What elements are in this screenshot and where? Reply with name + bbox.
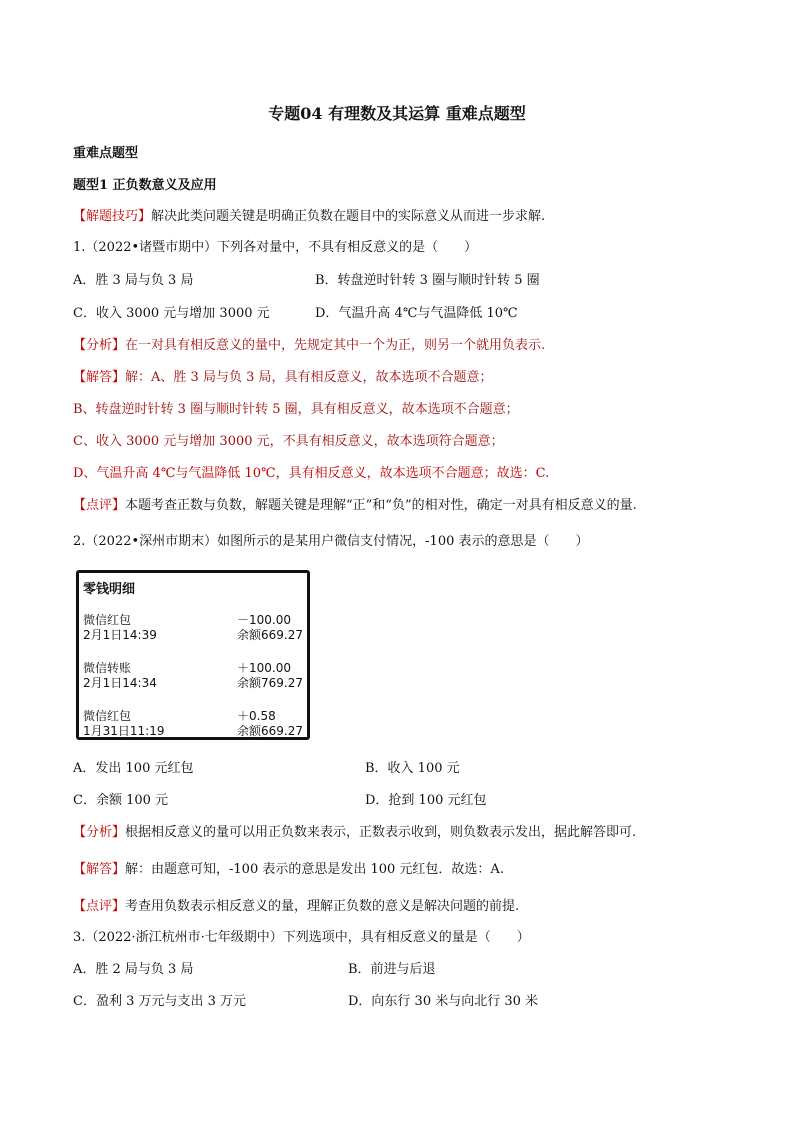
wallet-entry-3-amount: ＋0.58 bbox=[237, 709, 276, 723]
wallet-entry-2-time: 2月1日14:34 bbox=[83, 676, 157, 690]
q2-comment-text: 考查用负数表示相反意义的量，理解正负数的意义是解决问题的前提. bbox=[125, 899, 520, 914]
q1-comment-text: 本题考查正数与负数，解题关键是理解“正”和“负”的相对性，确定一对具有相反意义的量. bbox=[125, 498, 637, 513]
wallet-entry-1-time: 2月1日14:39 bbox=[83, 628, 157, 642]
q3-option-c: C．盈利 3 万元与支出 3 万元 bbox=[73, 994, 247, 1009]
q1-answer-tag: 【解答】 bbox=[73, 370, 126, 385]
wallet-entry-1-amount: －100.00 bbox=[237, 613, 291, 627]
page-title: 专题04 有理数及其运算 重难点题型 bbox=[268, 104, 526, 123]
q1-stem: 1.（2022•诸暨市期中）下列各对量中，不具有相反意义的是（ ） bbox=[73, 240, 478, 255]
q2-option-b: B．收入 100 元 bbox=[365, 761, 460, 776]
q1-answer-line-2: B、转盘逆时针转 3 圈与顺时针转 5 圈，具有相反意义，故本选项不合题意； bbox=[73, 402, 519, 417]
q1-option-c: C．收入 3000 元与增加 3000 元 bbox=[73, 306, 270, 321]
wallet-detail-figure bbox=[76, 570, 310, 740]
q1-analysis-tag: 【分析】 bbox=[73, 338, 126, 353]
tip-tag: 【解题技巧】 bbox=[73, 209, 152, 224]
q1-answer-line-4: D、气温升高 4℃与气温降低 10℃，具有相反意义，故本选项不合题意；故选：C. bbox=[73, 466, 550, 481]
q3-option-d: D．向东行 30 米与向北行 30 米 bbox=[348, 994, 539, 1009]
q2-answer-text: 解：由题意可知，-100 表示的意思是发出 100 元红包．故选：A. bbox=[125, 862, 504, 877]
wallet-title: 零钱明细 bbox=[83, 582, 136, 597]
q2-analysis bbox=[73, 825, 636, 841]
q1-answer-line-3: C、收入 3000 元与增加 3000 元，不具有相反意义，故本选项符合题意； bbox=[73, 434, 504, 449]
type1-heading: 题型1 正负数意义及应用 bbox=[73, 178, 217, 193]
wallet-entry-1-name: 微信红包 bbox=[83, 613, 132, 627]
q2-analysis-tag: 【分析】 bbox=[73, 825, 126, 840]
q2-answer bbox=[73, 862, 504, 878]
q1-comment-tag: 【点评】 bbox=[73, 498, 126, 513]
wallet-entry-3-balance: 余额669.27 bbox=[237, 724, 303, 738]
wallet-entry-2-amount: ＋100.00 bbox=[237, 661, 291, 675]
wallet-entry-3-time: 1月31日11:19 bbox=[83, 724, 165, 738]
wallet-entry-2-balance: 余额769.27 bbox=[237, 676, 303, 690]
q1-analysis-text: 在一对具有相反意义的量中，先规定其中一个为正，则另一个就用负表示. bbox=[125, 338, 546, 353]
q1-answer-text-1: 解：A、胜 3 局与负 3 局，具有相反意义，故本选项不合题意； bbox=[125, 370, 493, 385]
tip-text: 解决此类问题关键是明确正负数在题目中的实际意义从而进一步求解. bbox=[151, 209, 546, 224]
q1-option-d: D．气温升高 4℃与气温降低 10℃ bbox=[315, 306, 518, 321]
wallet-entry-1-balance: 余额669.27 bbox=[237, 628, 303, 642]
section-heading: 重难点题型 bbox=[73, 146, 139, 161]
q2-comment-tag: 【点评】 bbox=[73, 899, 126, 914]
q2-analysis-text: 根据相反意义的量可以用正负数来表示，正数表示收到，则负数表示发出，据此解答即可. bbox=[125, 825, 637, 840]
q1-option-b: B．转盘逆时针转 3 圈与顺时针转 5 圈 bbox=[315, 273, 540, 288]
q2-comment bbox=[73, 899, 519, 915]
q1-answer-line-1 bbox=[73, 370, 492, 386]
tip-line bbox=[73, 209, 545, 225]
q3-option-b: B．前进与后退 bbox=[348, 962, 436, 977]
q1-comment bbox=[73, 498, 637, 514]
q2-answer-tag: 【解答】 bbox=[73, 862, 126, 877]
q2-option-d: D．抢到 100 元红包 bbox=[365, 793, 487, 808]
q3-stem: 3.（2022·浙江杭州市·七年级期中）下列选项中，具有相反意义的量是（ ） bbox=[73, 930, 530, 945]
q2-option-a: A．发出 100 元红包 bbox=[73, 761, 194, 776]
q1-analysis bbox=[73, 338, 545, 354]
q1-option-a: A．胜 3 局与负 3 局 bbox=[73, 273, 194, 288]
q2-stem: 2.（2022•深州市期末）如图所示的是某用户微信支付情况，-100 表示的意思是（ ） bbox=[73, 534, 589, 549]
wallet-entry-3-name: 微信红包 bbox=[83, 709, 132, 723]
q3-option-a: A．胜 2 局与负 3 局 bbox=[73, 962, 194, 977]
wallet-entry-2-name: 微信转账 bbox=[83, 661, 132, 675]
q2-option-c: C．余额 100 元 bbox=[73, 793, 169, 808]
